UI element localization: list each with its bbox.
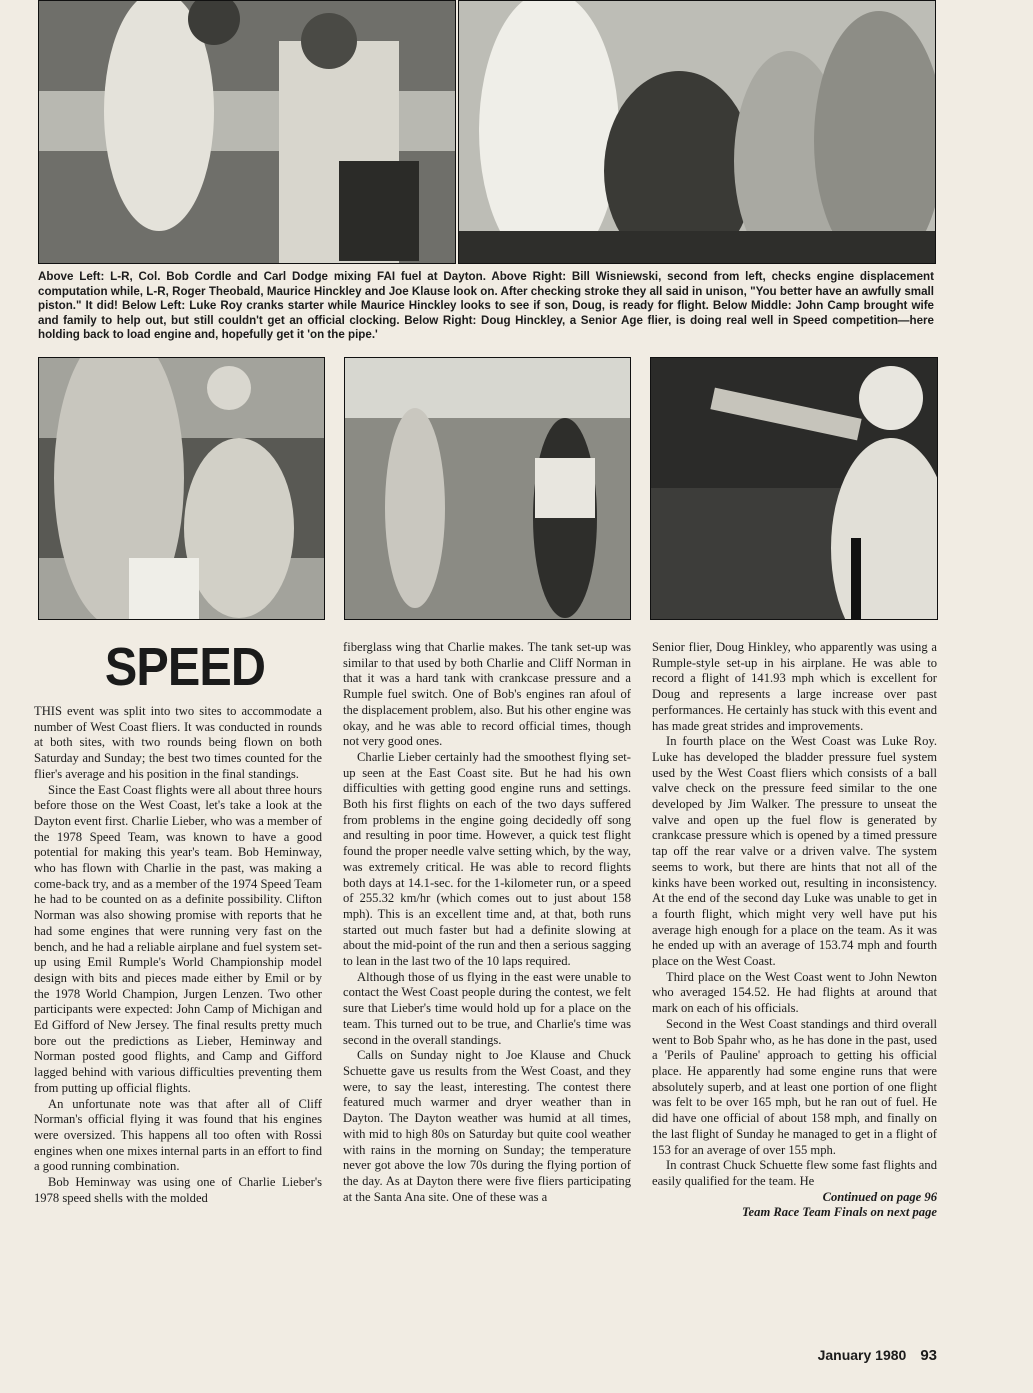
col2-paragraph: fiberglass wing that Charlie makes. The tank set-up was similar to that used by both Charlie and Cliff Norman in that it was a hard tank with crankcase pressure and a Rumple fuel switch. One of Bob's engines ran afoul of the displacement problem, also. But his other engine was okay, and he was able to record official times, though not very good ones.	[343, 640, 631, 749]
issue-date: January 1980	[817, 1347, 907, 1363]
photo-below-left	[38, 357, 325, 620]
col3-paragraph: Second in the West Coast standings and third overall went to Bob Spahr who, as he has done in the past, used a 'Perils of Pauline' approach to getting his official place. He apparently had some engine runs that were absolutely superb, and at least one portion of one flight was felt to be over 165 mph, but he ran out of fuel. He did have one official of about 158 mph, and finally on the last flight of Sunday he managed to get in a flight of 153 for an average of over 155 mph.	[652, 1016, 937, 1157]
page-footer	[818, 1347, 937, 1364]
col1-paragraph: Bob Heminway was using one of Charlie Lieber's 1978 speed shells with the molded	[34, 1175, 322, 1205]
col3-paragraph: Third place on the West Coast went to John Newton who averaged 154.52. He had flights at around that mark on each of his officials.	[652, 969, 937, 1016]
photo-caption: Above Left: L-R, Col. Bob Cordle and Carl Dodge mixing FAI fuel at Dayton. Above Right: Bill Wisniewski, second from left, checks engine displacement computation while, L-R, Roger Theobald, Maurice Hinckley and Joe Klause look on. After checking stroke they all said in unison, "You better have an awfully small piston." It did! Below Left: Luke Roy cranks starter while Maurice Hinckley looks to see if son, Doug, is ready for flight. Below Middle: John Camp brought wife and family to help out, but still couldn't get an official clocking. Below Right: Doug Hinckley, a Senior Age flier, is doing real well in Speed competition—here holding back to load engine and, hopefully get it 'on the pipe.'	[38, 270, 934, 341]
photo-above-right	[458, 0, 936, 264]
col3-paragraph: Senior flier, Doug Hinkley, who apparently was using a Rumple-style set-up in his airplane. He was able to record a flight of 141.93 mph which is excellent for Doug and represents a large increase over past performances. He certainly has stuck with this event and has made great strides and improvements.	[652, 640, 938, 733]
photo-below-middle	[344, 357, 631, 620]
photo-above-left	[38, 0, 456, 264]
article-column-2	[343, 640, 631, 1205]
photo-below-right	[650, 357, 938, 620]
next-page-note: Team Race Team Finals on next page	[742, 1205, 937, 1220]
col1-paragraph: THIS event was split into two sites to accommodate a number of West Coast fliers. It was conducted in rounds at both sites, with two rounds being flown on both Saturday and Sunday; the best two times counted for the flier's average and his position in the final standings.	[34, 704, 322, 781]
photo-flier-holding-plane-icon	[651, 358, 937, 619]
col2-paragraph: Although those of us flying in the east were unable to contact the West Coast people during the contest, we felt sure that Lieber's time would hold up for a place on the team. This turned out to be true, and Charlie's time was second in the overall standings.	[343, 969, 631, 1047]
col2-paragraph: Charlie Lieber certainly had the smoothest flying set-up seen at the East Coast site. But he had his own difficulties with getting good engine runs and settings. Both his first flights on each of the two days suffered from problems in the engine going decidedly off song and resulting in poor time. However, a quick test flight found the proper needle valve setting which, by the way, was extremely critical. He was able to record flights both days at 14.1-sec. for the 1-kilometer run, or a speed of 255.32 km/hr (which comes out to just about 158 mph). This is an excellent time and, at that, both runs started out much faster but had a definite slowing at about the mid-point of the run and then a serious sagging to lean in the last two of the 10 laps required.	[343, 749, 631, 969]
article-headline: SPEED	[104, 637, 266, 697]
col1-paragraph: Since the East Coast flights were all about three hours before those on the West Coast, let's take a look at the Dayton event first. Charlie Lieber, who was a member of the 1978 Speed Team, was known to have a good potential for making this year's team. Bob Heminway, who has flown with Charlie in the past, was making a come-back try, and as a member of the 1974 Speed Team he had to be counted on as a definite possibility. Clifton Norman was also showing promise with reports that he had some engines that were running very fast on the bench, and he had a reliable airplane and fuel system set-up using Emil Rumple's World Championship model design with bits and pieces made either by Emil or by the 1978 World Champion, Jurgen Lenzen. Two other participants were expected: John Camp of Michigan and Ed Gifford of New Jersey. The final results pretty much bore out the predictions as Lieber, Heminway and Norman posted good flights, and Camp and Gifford lagged behind with various difficulties preventing them from putting up official flights.	[34, 782, 322, 1095]
col2-paragraph: Calls on Sunday night to Joe Klause and Chuck Schuette gave us results from the West Coast, and they were, to say the least, interesting. The contest there featured much warmer and dryer weather than in Dayton. The Dayton weather was humid at all times, with mid to high 80s on Saturday but quite cool weather with rains in the morning on Sunday; the temperature never got above the low 70s during the flying portion of the day. As at Dayton there were five fliers participating at the Santa Ana site. One of these was a	[343, 1048, 631, 1204]
article-column-3	[652, 640, 937, 1221]
photo-cranking-starter-icon	[39, 358, 324, 619]
col3-paragraph: In contrast Chuck Schuette flew some fast flights and easily qualified for the team. He	[652, 1158, 937, 1188]
photo-two-men-mixing-fuel-icon	[39, 1, 455, 263]
continued-note: Continued on page 96	[822, 1189, 937, 1204]
article-column-1	[34, 704, 322, 1207]
page-number: 93	[920, 1347, 937, 1364]
photo-group-checking-engine-icon	[459, 1, 935, 263]
col1-paragraph: An unfortunate note was that after all of Cliff Norman's official flying it was found that his engines were oversized. This happens all too often with Rossi engines when one mixes internal parts in an effort to find a good running combination.	[34, 1096, 322, 1174]
col3-paragraph: In fourth place on the West Coast was Luke Roy. Luke has developed the bladder pressure fuel system used by the West Coast fliers which consists of a ball valve check on the pressure feed similar to the one developed by Jim Walker. The pressure to unseat the valve and open up the fuel flow is generated by crankcase pressure which is opened by a timed pressure tap off the rear valve or a driven valve. The system seems to work, but there are hints that not all of the kinks have been worked out, resulting in inconsistency. At the end of the second day Luke was unable to get in a fourth flight, which might very well have put his average high enough for a place on the team. As it was he ended up with an average of 153.74 mph and fourth place on the West Coast.	[652, 734, 937, 969]
photo-family-on-field-icon	[345, 358, 630, 619]
